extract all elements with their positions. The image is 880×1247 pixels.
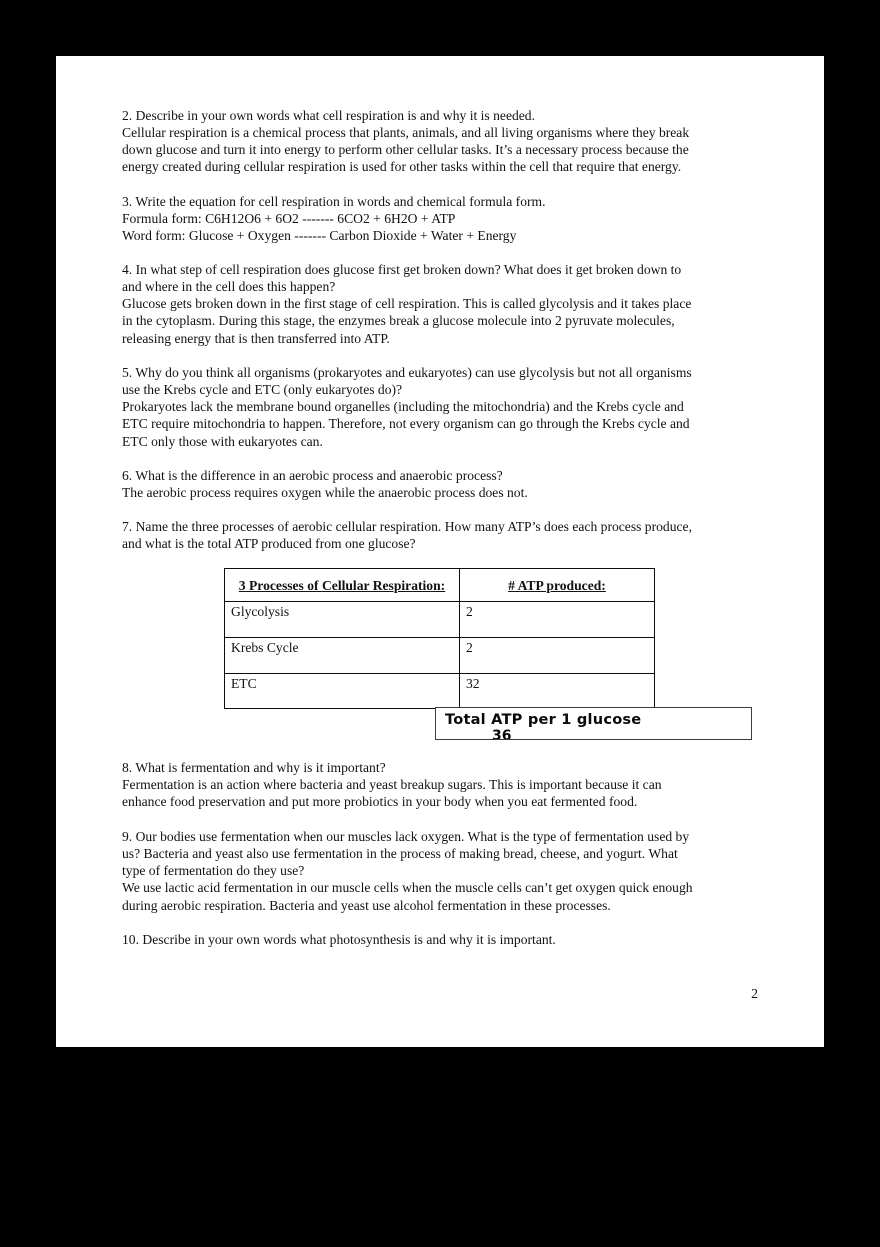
text-line: The aerobic process requires oxygen while the anaerobic process does not. bbox=[122, 485, 528, 501]
text-line: releasing energy that is then transferred into ATP. bbox=[122, 330, 390, 346]
question-4-block bbox=[122, 261, 782, 347]
question-7-block bbox=[122, 518, 782, 552]
text-line: Word form: Glucose + Oxygen ------- Carbon Dioxide + Water + Energy bbox=[122, 228, 517, 244]
total-atp-label: Total ATP per 1 glucose bbox=[445, 711, 642, 728]
text-line: energy created during cellular respiration is used for other tasks within the cell that require that energy. bbox=[122, 159, 682, 175]
page-number: 2 bbox=[751, 986, 758, 1001]
question-10-block bbox=[122, 931, 782, 948]
text-line: Fermentation is an action where bacteria and yeast breakup sugars. This is important because it can bbox=[122, 777, 662, 793]
table-row bbox=[225, 602, 655, 638]
text-line: 6. What is the difference in an aerobic process and anaerobic process? bbox=[122, 468, 503, 483]
table-cell-process: Glycolysis bbox=[225, 602, 460, 638]
question-9-block bbox=[122, 828, 782, 914]
document-page bbox=[56, 56, 824, 1047]
question-5-block bbox=[122, 364, 782, 450]
table-cell-process: ETC bbox=[225, 674, 460, 709]
text-line: We use lactic acid fermentation in our muscle cells when the muscle cells can’t get oxygen quick enough bbox=[122, 880, 693, 896]
text-line: ETC require mitochondria to happen. Therefore, not every organism can go through the Krebs cycle and bbox=[122, 416, 690, 432]
text-line: us? Bacteria and yeast also use fermentation in the process of making bread, cheese, and yogurt. What bbox=[122, 846, 678, 862]
text-line: 3. Write the equation for cell respiration in words and chemical formula form. bbox=[122, 194, 546, 209]
text-line: 2. Describe in your own words what cell respiration is and why it is needed. bbox=[122, 108, 536, 123]
table-header-row bbox=[225, 569, 655, 602]
text-line: down glucose and turn it into energy to perform other cellular tasks. It’s a necessary process because the bbox=[122, 142, 689, 158]
table-row bbox=[225, 638, 655, 674]
atp-processes-table bbox=[224, 568, 655, 709]
table-header-atp-produced: # ATP produced: bbox=[460, 569, 655, 602]
table-cell-atp: 32 bbox=[460, 674, 655, 709]
text-line: use the Krebs cycle and ETC (only eukaryotes do)? bbox=[122, 382, 403, 398]
question-8-block bbox=[122, 759, 782, 810]
text-line: Prokaryotes lack the membrane bound organelles (including the mitochondria) and the Krebs cycle and bbox=[122, 399, 684, 415]
text-line: 8. What is fermentation and why is it important? bbox=[122, 760, 386, 775]
table-row bbox=[225, 674, 655, 709]
table-cell-process: Krebs Cycle bbox=[225, 638, 460, 674]
text-line: and where in the cell does this happen? bbox=[122, 279, 336, 295]
text-line: 7. Name the three processes of aerobic cellular respiration. How many ATP’s does each process produce, bbox=[122, 519, 692, 534]
text-line: Formula form: C6H12O6 + 6O2 ------- 6CO2 + 6H2O + ATP bbox=[122, 211, 456, 227]
table-header-processes: 3 Processes of Cellular Respiration: bbox=[225, 569, 460, 602]
text-line: ETC only those with eukaryotes can. bbox=[122, 433, 323, 449]
table-cell-atp: 2 bbox=[460, 638, 655, 674]
table-cell-atp: 2 bbox=[460, 602, 655, 638]
text-line: and what is the total ATP produced from one glucose? bbox=[122, 536, 416, 552]
question-3-block bbox=[122, 193, 782, 244]
text-line: during aerobic respiration. Bacteria and yeast use alcohol fermentation in these processes. bbox=[122, 897, 611, 913]
total-atp-box bbox=[435, 707, 752, 740]
text-line: 4. In what step of cell respiration does glucose first get broken down? What does it get broken down to bbox=[122, 262, 682, 277]
text-line: Cellular respiration is a chemical process that plants, animals, and all living organisms where they break bbox=[122, 125, 690, 141]
text-line: 10. Describe in your own words what photosynthesis is and why it is important. bbox=[122, 932, 556, 947]
text-line: enhance food preservation and put more probiotics in your body when you eat fermented food. bbox=[122, 794, 638, 810]
text-line: 5. Why do you think all organisms (prokaryotes and eukaryotes) can use glycolysis but not all organisms bbox=[122, 365, 692, 380]
text-line: in the cytoplasm. During this stage, the enzymes break a glucose molecule into 2 pyruvate molecules, bbox=[122, 313, 675, 329]
text-line: 9. Our bodies use fermentation when our muscles lack oxygen. What is the type of fermentation used by bbox=[122, 829, 690, 844]
question-2-block bbox=[122, 107, 782, 176]
total-atp-value: 36 bbox=[492, 728, 512, 740]
text-line: Glucose gets broken down in the first stage of cell respiration. This is called glycolysis and it takes place bbox=[122, 296, 692, 312]
text-line: type of fermentation do they use? bbox=[122, 863, 305, 879]
question-6-block bbox=[122, 467, 782, 501]
